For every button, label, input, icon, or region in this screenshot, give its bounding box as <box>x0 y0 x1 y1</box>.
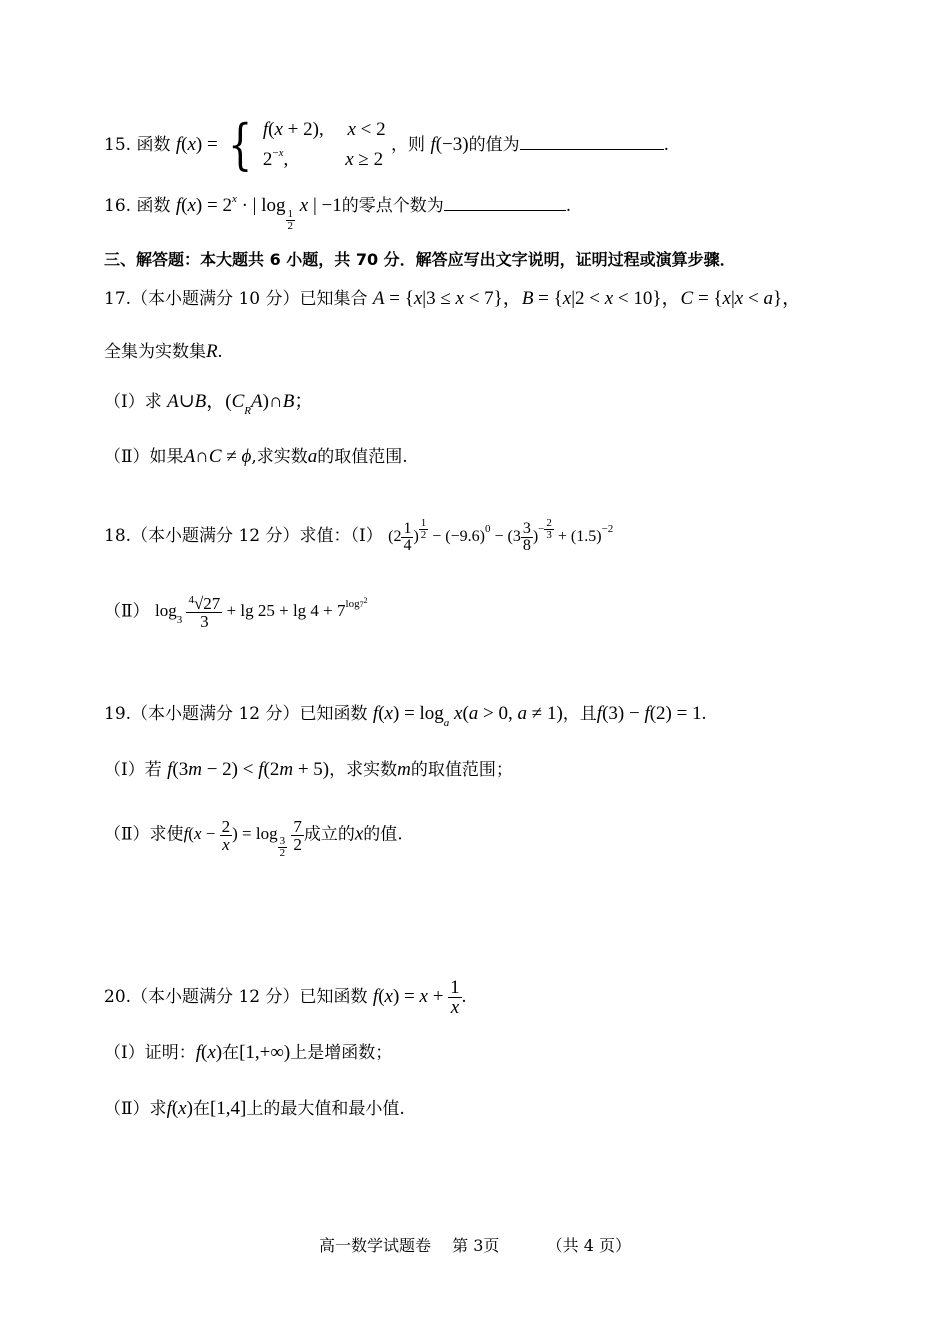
q19-p1-label: （Ⅰ）若 <box>104 760 162 780</box>
q19-p1-var: m <box>397 759 411 780</box>
question-18-part-2 <box>104 595 368 630</box>
q17-score: （本小题满分 10 分） <box>131 289 300 309</box>
page-footer: 高一数学试题卷 第 3页 （共 4 页） <box>319 1236 631 1255</box>
q19-score: （本小题满分 12 分） <box>131 704 300 724</box>
q16-number: 16. <box>104 196 132 216</box>
q17-p2-label: （Ⅱ）如果 <box>104 447 184 467</box>
q20-p1-end: 上是增函数； <box>290 1043 393 1063</box>
q15-brace: { <box>228 113 253 176</box>
q19-p2-end: 的值. <box>363 824 403 845</box>
q20-prefix: 已知函数 <box>299 986 368 1007</box>
q15-number: 15. <box>104 134 132 155</box>
q19-p2-label: （Ⅱ）求使 <box>104 824 184 845</box>
question-20-part-1 <box>104 1042 392 1065</box>
q19-p2-text: 成立的 <box>303 824 355 845</box>
q15-function: f(x) = <box>175 133 218 155</box>
question-17-part-1 <box>104 391 314 417</box>
question-20-part-2 <box>104 1098 405 1121</box>
q17-p2-expr: A∩C ≠ ϕ <box>183 446 252 467</box>
q16-answer-blank[interactable] <box>444 209 566 211</box>
q17-number: 17. <box>104 289 132 309</box>
q18-p2-label: （Ⅱ） <box>104 601 150 622</box>
question-17 <box>104 288 801 311</box>
question-18 <box>104 517 614 554</box>
question-17-universe <box>104 341 222 364</box>
q15-mid: ，则 <box>391 134 426 155</box>
question-15 <box>104 113 669 178</box>
q20-function: f(x) = x + $\frac{1}{x}$ . <box>372 977 467 1018</box>
q16-prefix: 函数 <box>136 196 171 216</box>
q15-answer-blank[interactable] <box>520 148 664 150</box>
question-17-part-2 <box>104 446 408 469</box>
q20-p1-func: f(x) <box>195 1042 223 1063</box>
q19-p2-expr: f(x − $\frac{2}{x}$ ) = log $\frac{3}{2}$ $\frac{7}{2}$ <box>183 817 302 859</box>
question-19-part-2 <box>104 817 403 859</box>
q18-score: （本小题满分 12 分） <box>131 526 300 547</box>
q20-p2-interval: [1,4] <box>209 1098 247 1119</box>
q15-expr: f(−3) <box>430 133 469 155</box>
q18-number: 18. <box>104 526 132 547</box>
q19-p1-text: ，求实数 <box>329 760 398 780</box>
q15-prefix: 函数 <box>136 134 171 155</box>
q20-p2-label: （Ⅱ）求 <box>104 1099 167 1119</box>
q19-p1-expr: f(3m − 2) < f(2m + 5) <box>167 759 330 780</box>
question-19-part-1 <box>104 759 513 782</box>
q19-p2-var: x <box>354 823 364 845</box>
q20-p2-func: f(x) <box>166 1098 193 1119</box>
q15-end: . <box>663 134 669 155</box>
q19-condition: f(3) − f(2) = 1. <box>596 703 707 724</box>
q19-number: 19. <box>104 704 132 724</box>
q16-function: $f(x) = 2^x$ · | log $\frac{1}{2}$ x | −1 <box>175 193 342 233</box>
q18-p2-expr: $\log_3$ $\frac{^4√27}{3}$ + $\lg 25 + \lg 4 + 7^{log7^2}$ <box>154 594 368 631</box>
q17-universe-symbol: R. <box>206 341 223 362</box>
q17-p1-label: （Ⅰ）求 <box>104 392 162 412</box>
q17-p2-end: 的取值范围. <box>317 447 408 467</box>
q19-function: $f(x) = \log_a x(a > 0$, a ≠ 1) <box>372 703 563 729</box>
q20-p1-mid: 在 <box>222 1043 240 1063</box>
q20-score: （本小题满分 12 分） <box>131 986 300 1007</box>
q19-p1-end: 的取值范围； <box>410 760 513 780</box>
q17-line2: 全集为实数集 <box>104 342 206 362</box>
q17-prefix: 已知集合 <box>299 289 368 309</box>
q20-p1-label: （Ⅰ）证明： <box>104 1043 196 1063</box>
section-3-heading: 三、解答题：本大题共 6 小题，共 70 分．解答应写出文字说明，证明过程或演算步骤． <box>104 250 736 269</box>
q20-p1-interval: [1,+∞) <box>239 1042 291 1063</box>
q19-mid: ，且 <box>562 704 597 724</box>
q17-p1-expr: A∪B，$(C_RA)\cap B$； <box>167 391 314 417</box>
q17-p2-text: ,求实数 <box>251 447 308 467</box>
q19-prefix: 已知函数 <box>299 704 368 724</box>
question-19 <box>104 703 707 729</box>
q18-prefix: 求值：（Ⅰ） <box>299 526 383 547</box>
q15-cases: f(x + 2), x < 2 $2^{-x}$, x ≥ 2 <box>262 119 386 171</box>
question-16 <box>104 193 572 233</box>
q16-end: . <box>565 196 572 216</box>
q16-post: 的零点个数为 <box>341 196 444 216</box>
q20-p2-end: 上的最大值和最小值. <box>246 1099 405 1119</box>
q17-p2-var: a <box>307 446 318 467</box>
q18-p1-expr: (2 $\frac{1}{4}$ ) $^{\frac{1}{2}}$ − $(-9.6)^0 - (3$ $\frac{3}{8}$ )$^{- \frac{2}{3}}$ + $(1.5)^{-2}$ <box>388 517 614 554</box>
q20-number: 20. <box>104 986 132 1007</box>
q15-post: 的值为 <box>468 134 520 155</box>
question-20 <box>104 978 466 1017</box>
q20-p2-mid: 在 <box>192 1099 210 1119</box>
q17-sets: A = {x|3 ≤ x < 7}，B = {x|2 < x < 10}，C = {x|x < a}， <box>372 288 802 309</box>
